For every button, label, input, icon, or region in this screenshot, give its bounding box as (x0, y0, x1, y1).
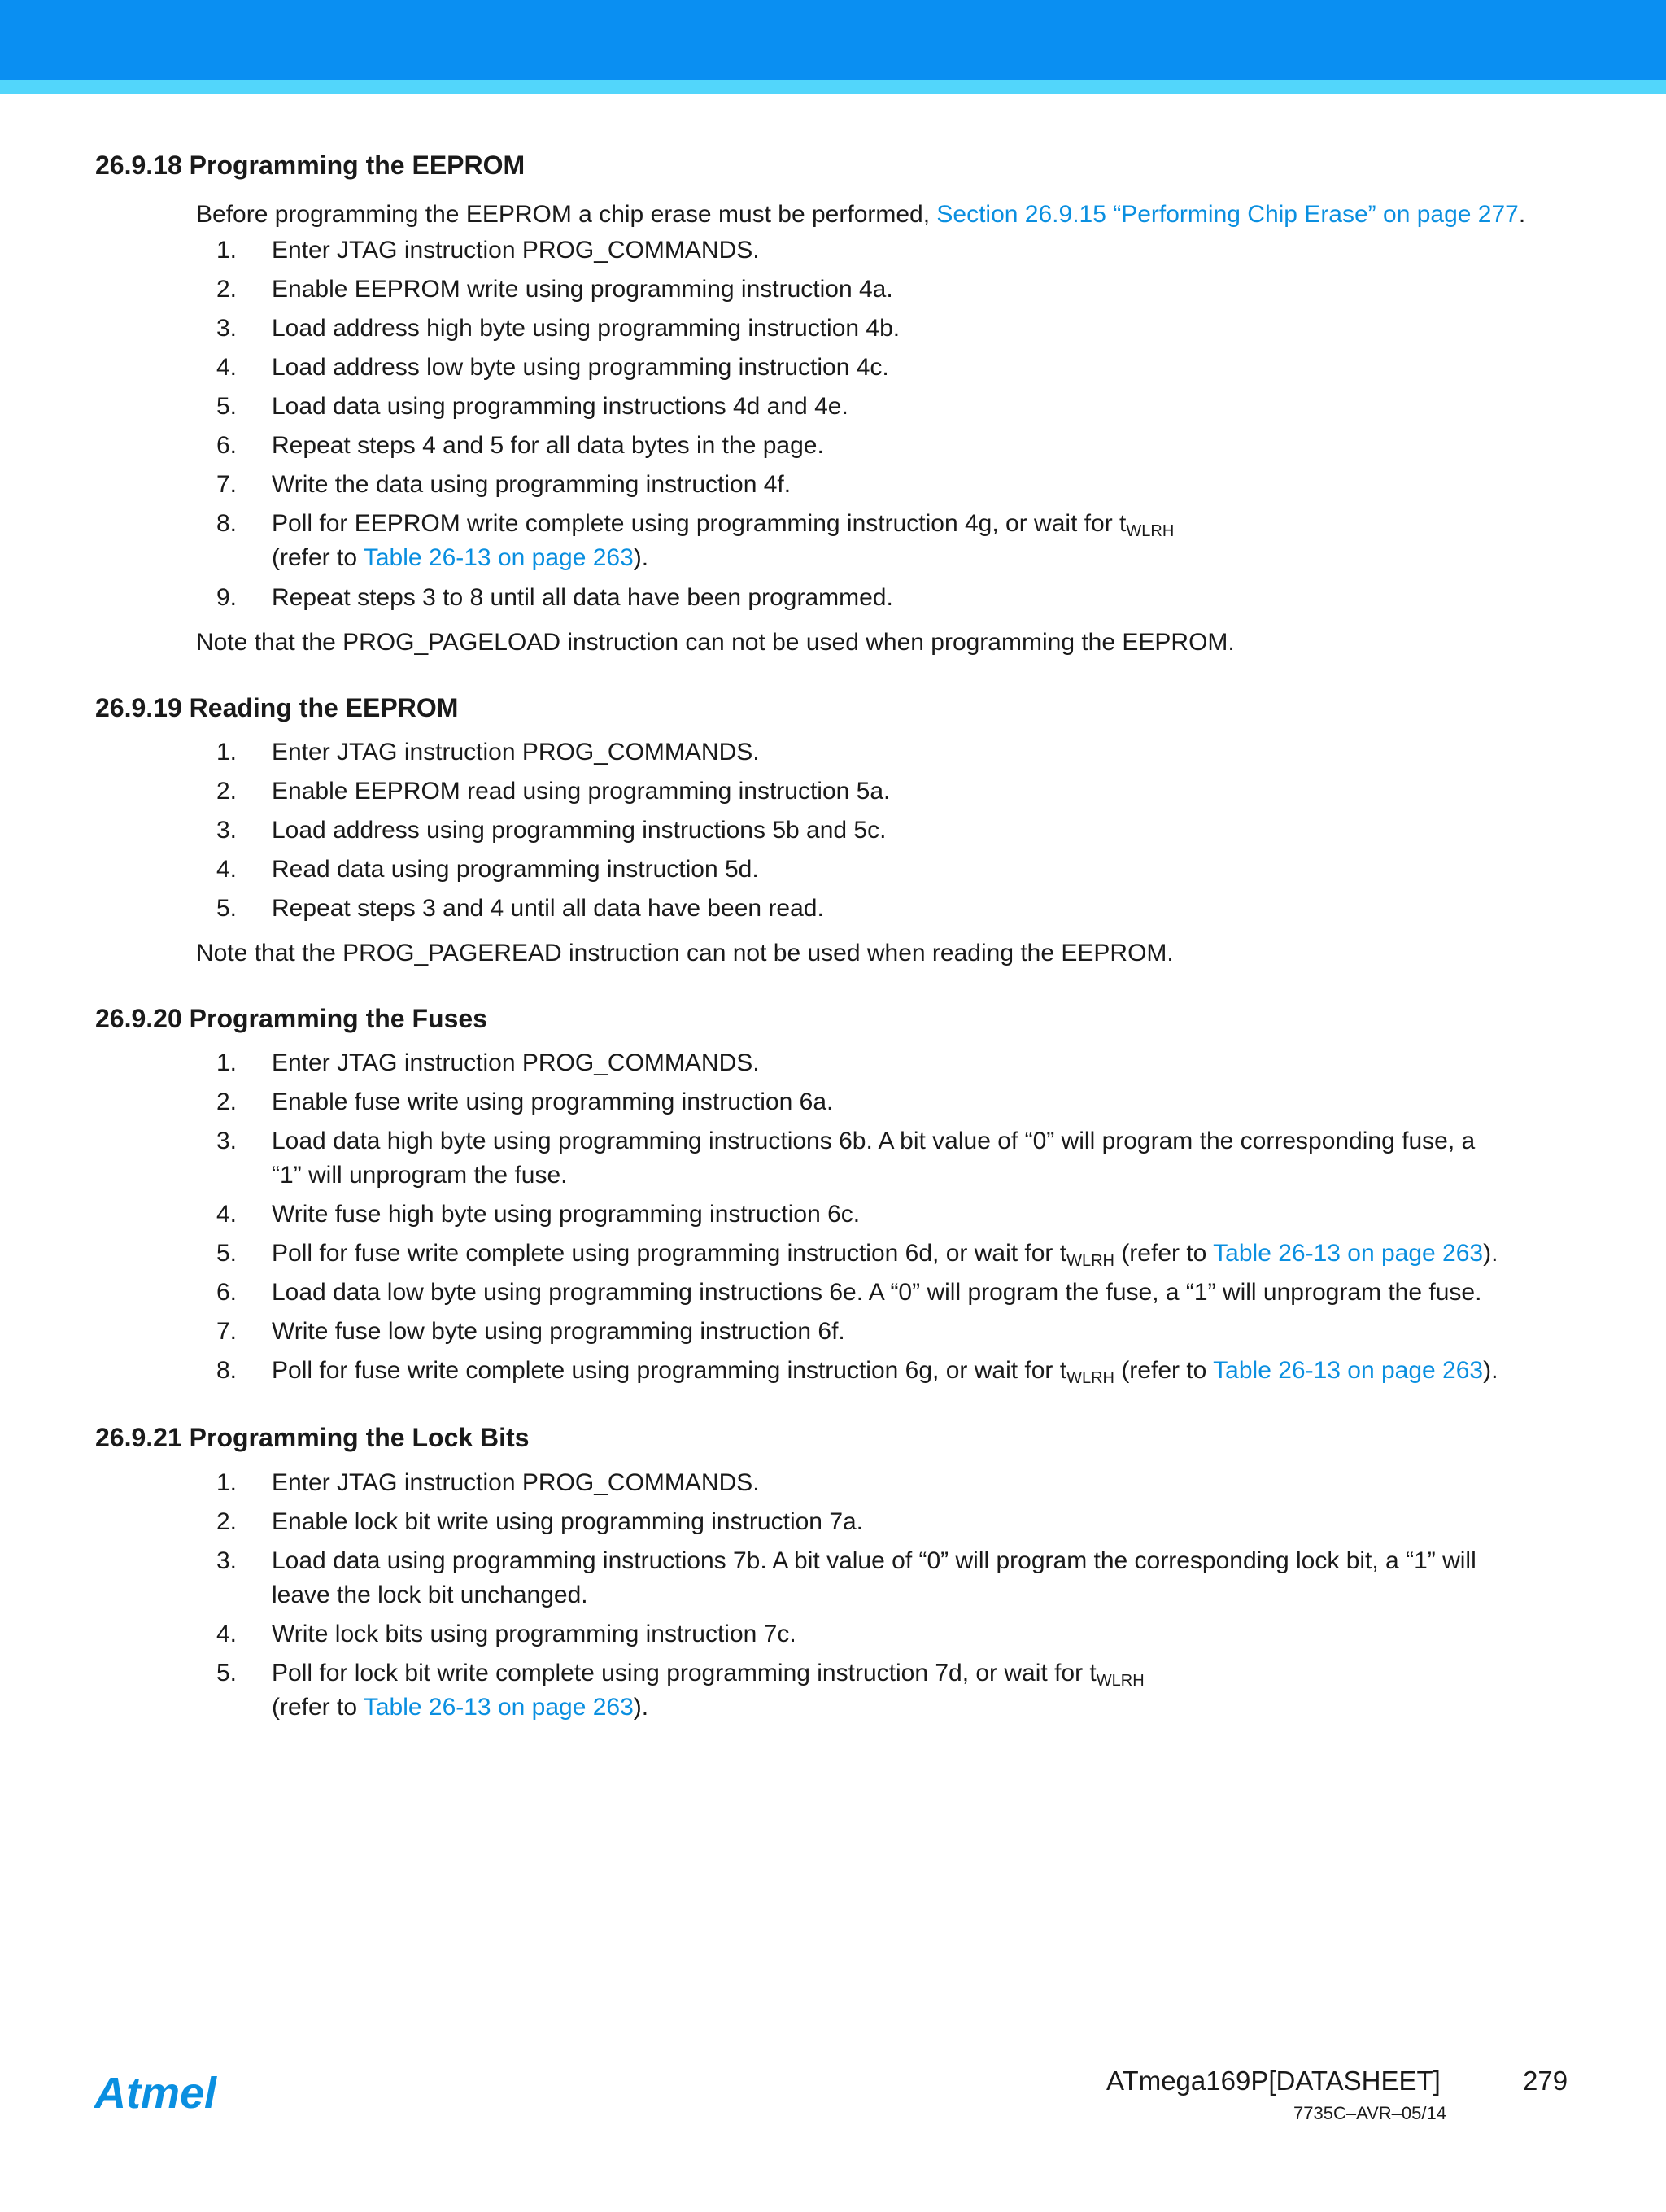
svg-text:Atmel: Atmel (94, 2070, 217, 2118)
section-note: Note that the PROG_PAGELOAD instruction can not be used when programming the EEPROM. (196, 629, 1235, 656)
list-item-continuation: (refer to Table 26-13 on page 263). (272, 544, 649, 571)
section-heading-26-9-21: 26.9.21 Programming the Lock Bits (95, 1423, 530, 1452)
chip-erase-link[interactable]: Section 26.9.15 “Performing Chip Erase” on page 277 (936, 201, 1519, 228)
table-26-13-link[interactable]: Table 26-13 on page 263 (1213, 1240, 1484, 1267)
section-intro: Before programming the EEPROM a chip erase must be performed, Section 26.9.15 “Performing Chip Erase” on page 277. (196, 201, 1526, 228)
header-stripe (0, 80, 1666, 94)
list-item-continuation: leave the lock bit unchanged. (272, 1582, 588, 1608)
section-heading-26-9-20: 26.9.20 Programming the Fuses (95, 1004, 487, 1033)
table-26-13-link[interactable]: Table 26-13 on page 263 (1213, 1357, 1484, 1384)
section-heading-26-9-18: 26.9.18 Programming the EEPROM (95, 151, 526, 180)
header-bar (0, 0, 1666, 80)
section-note: Note that the PROG_PAGEREAD instruction can not be used when reading the EEPROM. (196, 940, 1174, 966)
list-item-continuation: (refer to Table 26-13 on page 263). (272, 1694, 649, 1721)
table-26-13-link[interactable]: Table 26-13 on page 263 (363, 544, 634, 571)
list-item-continuation: “1” will unprogram the fuse. (272, 1162, 568, 1189)
footer-revision: 7735C–AVR–05/14 (1293, 2103, 1446, 2123)
table-26-13-link[interactable]: Table 26-13 on page 263 (363, 1694, 634, 1721)
atmel-logo (94, 2070, 241, 2118)
footer-page-number: 279 (1523, 2066, 1568, 2096)
footer-document-title: ATmega169P[DATASHEET] (1106, 2066, 1441, 2096)
section-heading-26-9-19: 26.9.19 Reading the EEPROM (95, 693, 459, 722)
